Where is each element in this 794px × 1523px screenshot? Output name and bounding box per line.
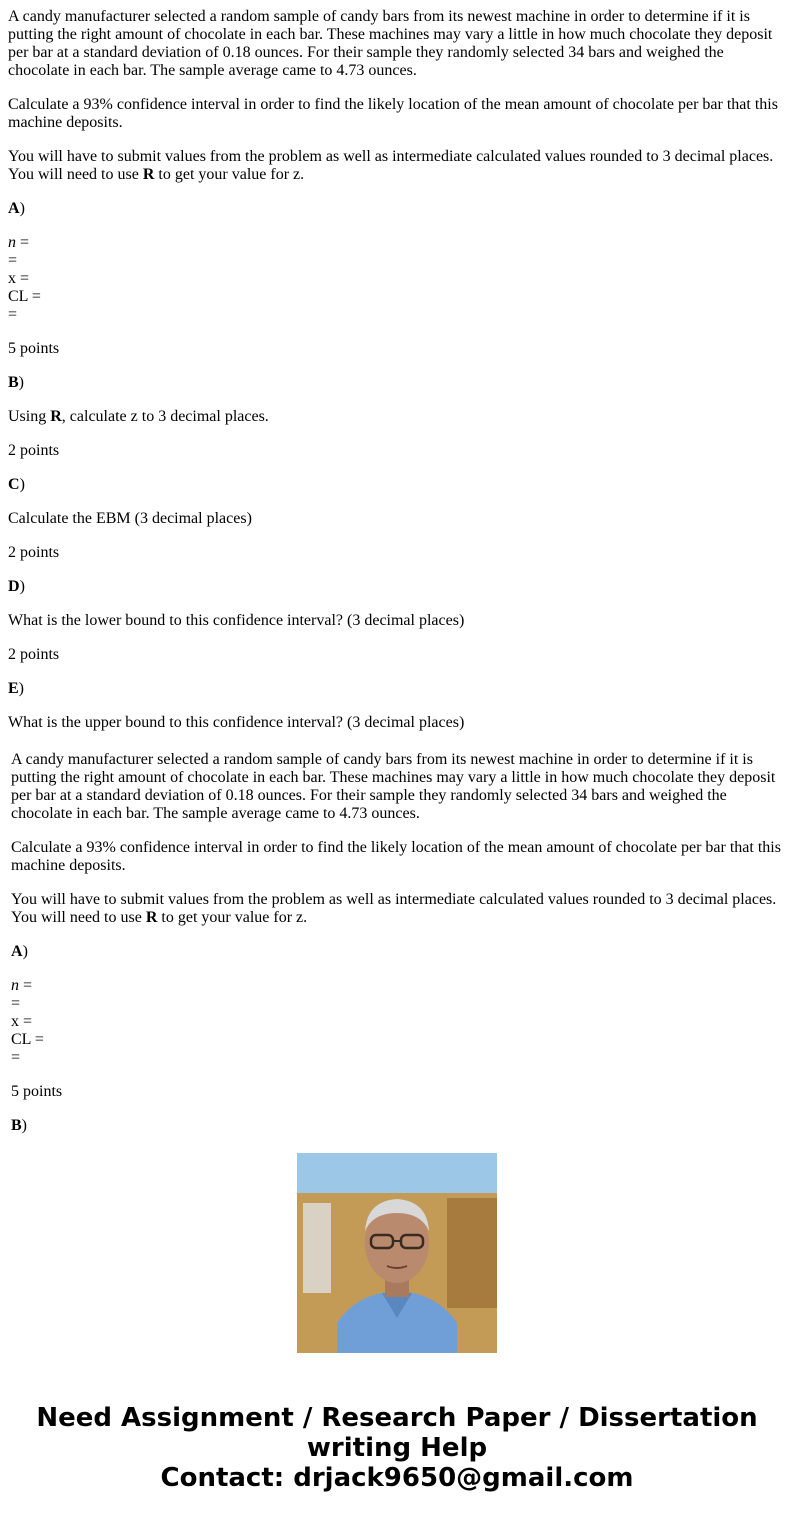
intro-paragraph: A candy manufacturer selected a random sample of candy bars from its newest machine in order to determine if it is putting the right amount of chocolate in each bar. These machines may vary a little in how much chocolate they deposit per bar at a standard deviation of 0.18 ounces. For their sample they randomly selected 34 bars and weighed the chocolate in each bar. The sample average came to 4.73 ounces. — [8, 8, 773, 79]
field-sigma: = — [11, 995, 21, 1012]
footer-line-1: Need Assignment / Research Paper / Dissertation — [36, 1403, 758, 1433]
paren: ) — [22, 943, 28, 960]
part-e-heading — [8, 680, 786, 698]
contact-footer — [0, 1403, 794, 1493]
part-letter: C — [8, 476, 20, 493]
footer-contact-email: Contact: drjack9650@gmail.com — [160, 1463, 634, 1493]
field-cl: CL = — [8, 288, 41, 305]
part-a-fields — [8, 234, 786, 324]
field-n — [8, 234, 786, 252]
part-letter: A — [8, 200, 20, 217]
part-d-points: 2 points — [8, 646, 60, 663]
r-bold: R — [50, 408, 62, 425]
part-letter: B — [8, 374, 19, 391]
part-c-heading — [8, 476, 786, 494]
paren: ) — [18, 374, 24, 391]
instruction-text: You will have to submit values from the problem as well as intermediate calculated values rounded to 3 decimal places. You will need to use — [11, 891, 777, 926]
instruction-paragraph — [8, 148, 786, 184]
instruction-text-end: to get your value for z. — [157, 909, 308, 926]
part-b-heading — [8, 374, 786, 392]
field-alpha: = — [8, 306, 18, 323]
field-n — [11, 977, 786, 995]
eq: = — [19, 977, 33, 994]
part-a-points: 5 points — [8, 340, 60, 357]
eq: = — [16, 234, 30, 251]
author-photo — [297, 1153, 497, 1353]
instruction-paragraph-repeat — [11, 891, 786, 927]
var-n: n — [11, 977, 19, 994]
paren: ) — [19, 578, 25, 595]
person-portrait-icon — [297, 1153, 497, 1353]
part-letter: E — [8, 680, 19, 697]
instruction-text-end: to get your value for z. — [154, 166, 305, 183]
var-n: n — [8, 234, 16, 251]
part-c-prompt: Calculate the EBM (3 decimal places) — [8, 510, 252, 527]
part-a-fields-repeat — [11, 977, 786, 1067]
field-xbar: x = — [8, 270, 30, 287]
part-b-points: 2 points — [8, 442, 60, 459]
part-letter: D — [8, 578, 20, 595]
paren: ) — [19, 200, 25, 217]
part-c-points: 2 points — [8, 544, 60, 561]
r-bold: R — [145, 909, 158, 926]
r-bold: R — [142, 166, 155, 183]
prompt-pre: Using — [8, 408, 51, 425]
part-letter: B — [11, 1117, 22, 1134]
part-d-heading — [8, 578, 786, 596]
part-letter: A — [11, 943, 23, 960]
field-cl: CL = — [11, 1031, 44, 1048]
part-a-heading — [8, 200, 786, 218]
field-alpha: = — [11, 1049, 21, 1066]
paren: ) — [21, 1117, 27, 1134]
part-e-prompt: What is the upper bound to this confidence interval? (3 decimal places) — [8, 714, 465, 731]
part-a-heading-repeat — [11, 943, 786, 961]
paren: ) — [19, 476, 25, 493]
part-b-prompt — [8, 408, 786, 426]
field-sigma: = — [8, 252, 18, 269]
part-d-prompt: What is the lower bound to this confidence interval? (3 decimal places) — [8, 612, 465, 629]
repeated-question-block — [11, 751, 786, 1134]
prompt-post: , calculate z to 3 decimal places. — [61, 408, 269, 425]
task-paragraph-repeat: Calculate a 93% confidence interval in order to find the likely location of the mean amount of chocolate per bar that this machine deposits. — [11, 839, 781, 874]
part-a-points-repeat: 5 points — [11, 1083, 63, 1100]
paren: ) — [18, 680, 24, 697]
question-block — [8, 8, 786, 748]
instruction-text: You will have to submit values from the problem as well as intermediate calculated values rounded to 3 decimal places. You will need to use — [8, 148, 774, 183]
part-b-heading-repeat — [11, 1117, 786, 1135]
field-xbar: x = — [11, 1013, 33, 1030]
footer-line-2: writing Help — [306, 1433, 488, 1463]
intro-paragraph-repeat: A candy manufacturer selected a random sample of candy bars from its newest machine in order to determine if it is putting the right amount of chocolate in each bar. These machines may vary a little in how much chocolate they deposit per bar at a standard deviation of 0.18 ounces. For their sample they randomly selected 34 bars and weighed the chocolate in each bar. The sample average came to 4.73 ounces. — [11, 751, 776, 822]
task-paragraph: Calculate a 93% confidence interval in order to find the likely location of the mean amount of chocolate per bar that this machine deposits. — [8, 96, 778, 131]
